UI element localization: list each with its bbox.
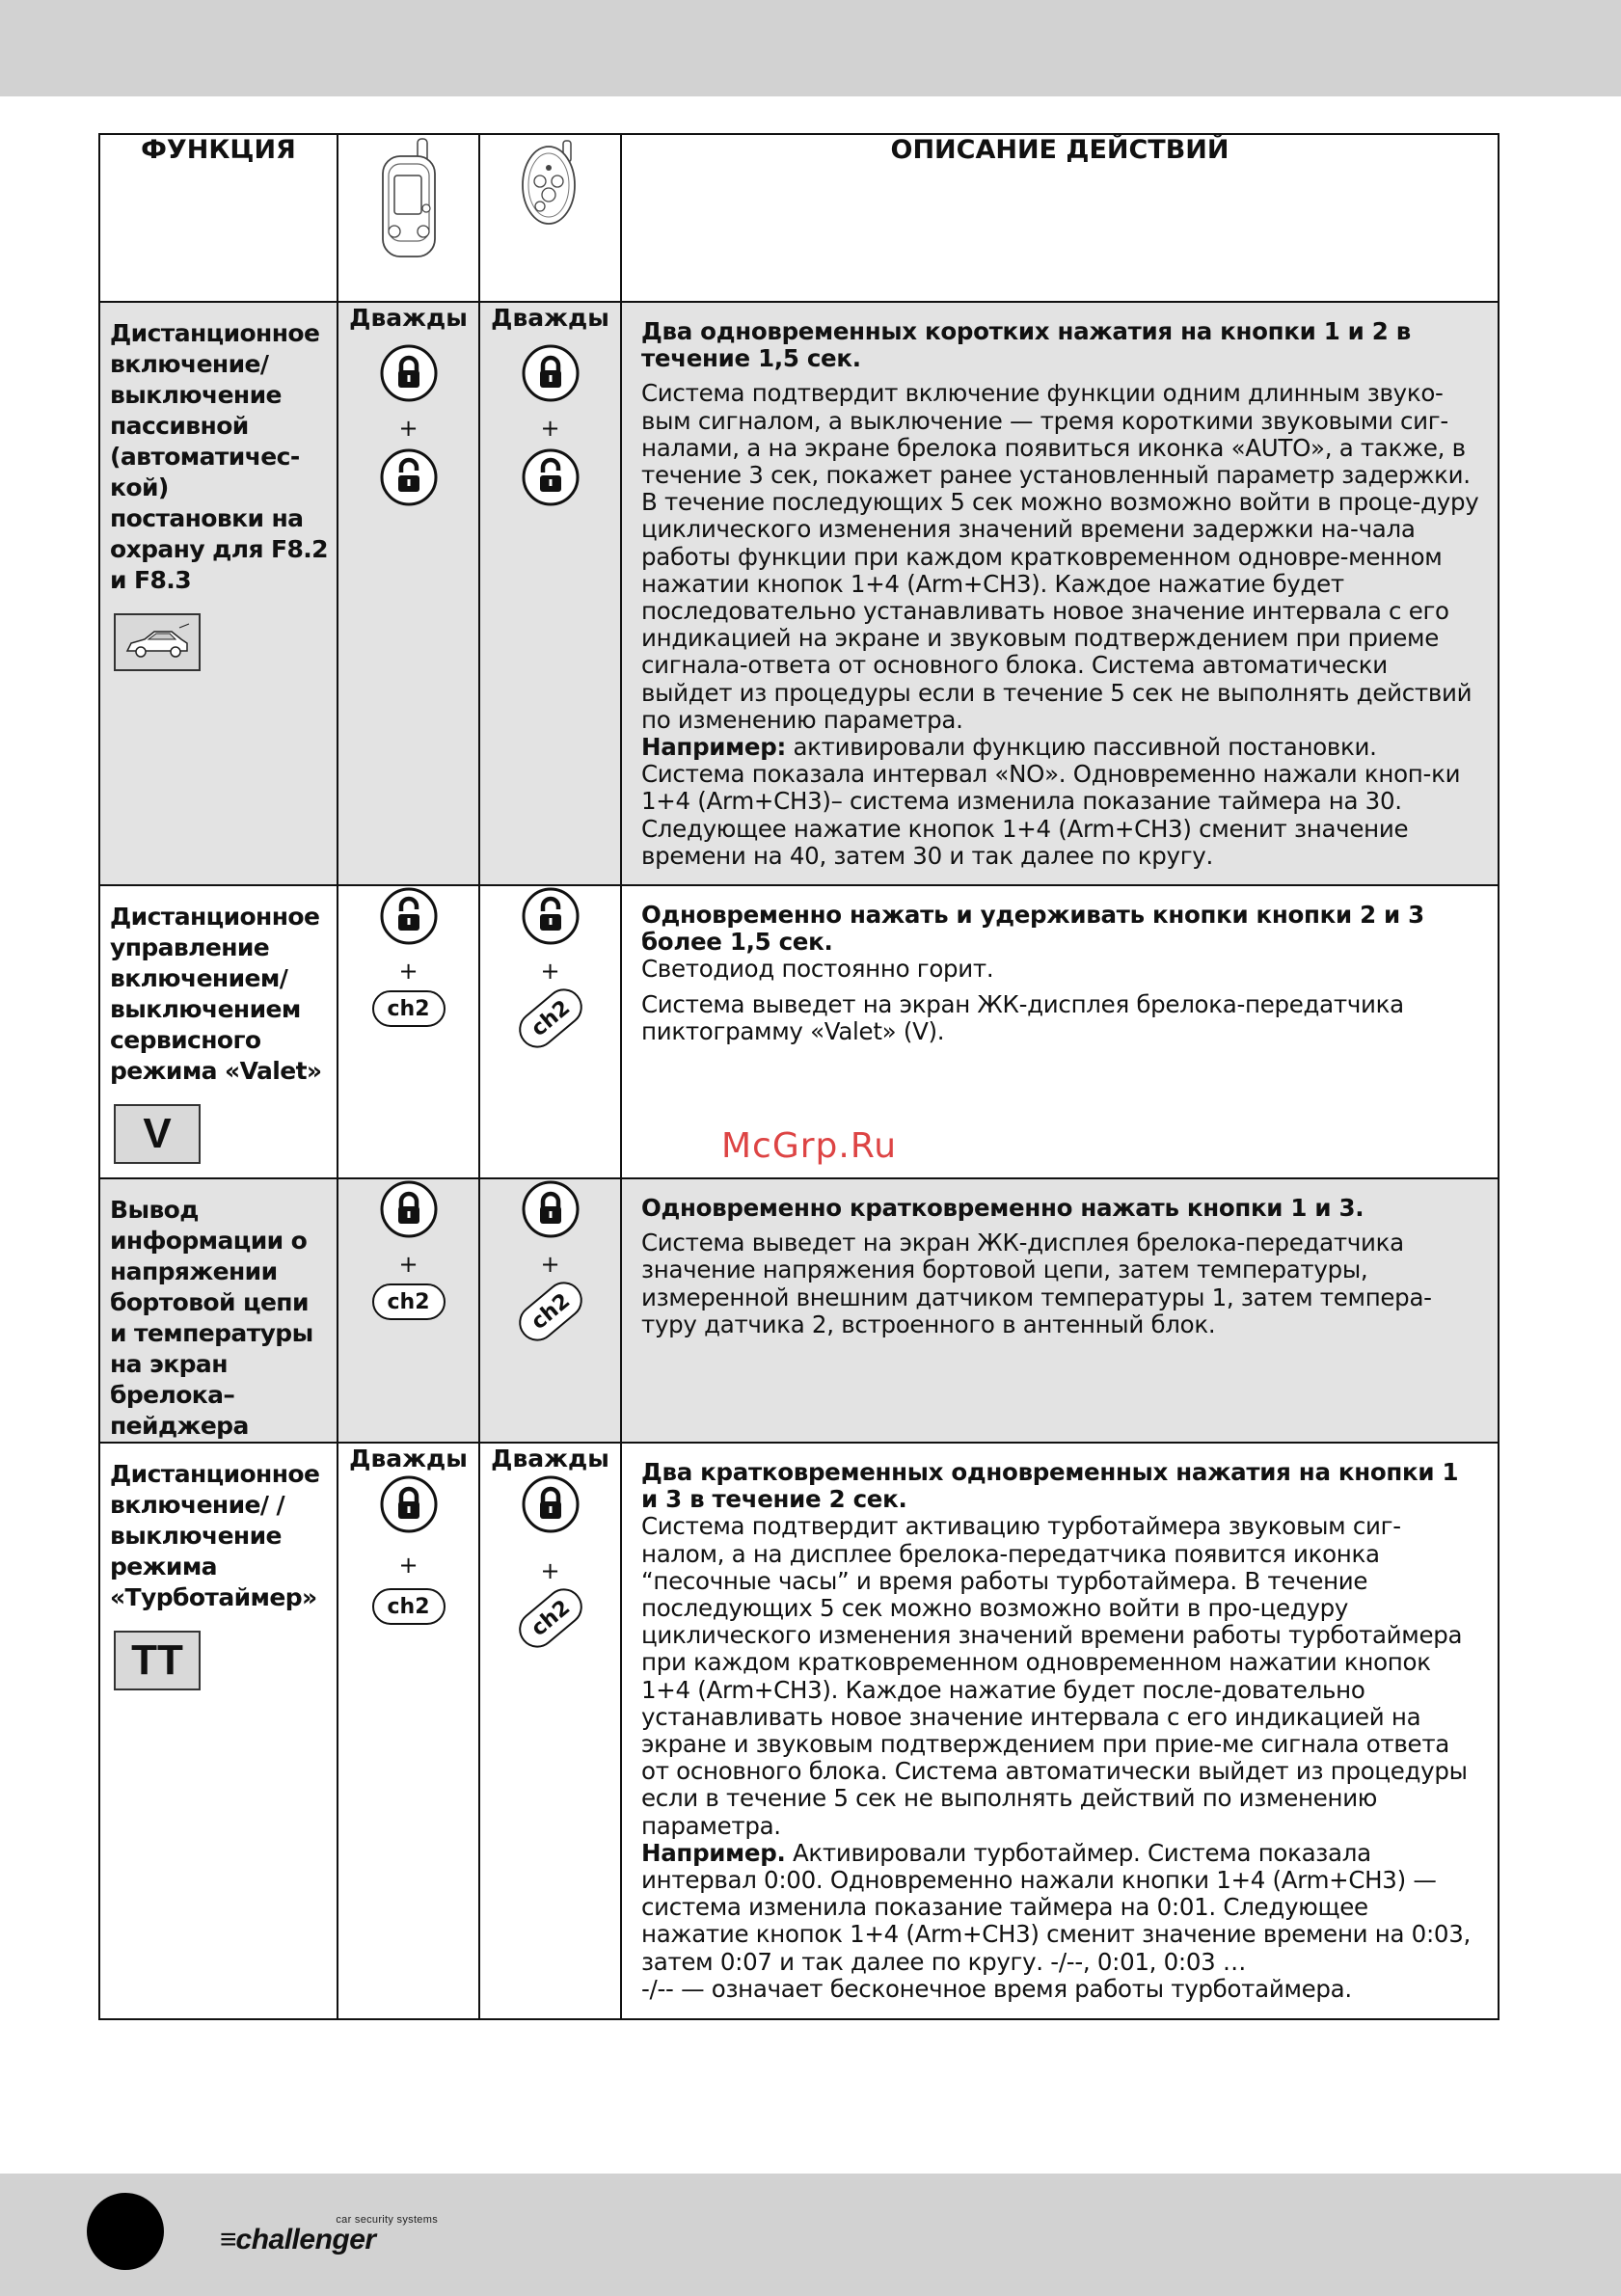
unlock-button-icon	[379, 886, 439, 946]
description-column-header: ОПИСАНИЕ ДЕЙСТВИЙ	[890, 135, 1229, 165]
unlock-button-icon	[521, 886, 581, 946]
lcd-key-fob-icon	[375, 135, 443, 260]
table-row	[99, 1443, 1499, 2019]
lock-button-icon	[379, 1179, 439, 1239]
car-auto-icon	[114, 613, 201, 671]
example-text: Активировали турботаймер. Система показала интервал 0:00. Одновременно нажали кнопки 1+4 (Arm+CH3) — система изменила показание таймера на 0:01. Следующее нажатие кнопок 1+4 (Arm+CH3) сменит значение времени на 0:03, затем 0:07 и так далее по кругу. -/--, 0:01, 0:03 …	[641, 1838, 1471, 1976]
unlock-button-icon	[521, 447, 581, 507]
twice-label: Дважды	[491, 304, 609, 332]
example-text: активировали функцию пассивной постановки. Система показала интервал «NO». Одновременно нажали кноп-ки 1+4 (Arm+CH3)– система изменила показание таймера на 30. Следующее нажатие кнопок 1+4 (Arm+CH3) сменит значение времени на 40, затем 30 и так далее по кругу.	[641, 733, 1461, 870]
example-label: Например:	[641, 733, 786, 762]
ch2-button: ch2	[372, 1283, 446, 1320]
function-name: Дистанционное управление включением/ выключением сервисного режима «Valet»	[110, 903, 322, 1085]
brand-name: challenger	[235, 2224, 376, 2255]
challenger-logo	[220, 2214, 451, 2256]
round-key-fob-icon	[517, 135, 584, 231]
table-row	[99, 1178, 1499, 1443]
action-description: Система подтвердит активацию турботаймера звуковым сиг-налом, а на дисплее брелока-передатчика появится иконка “песочные часы” и время работы турботаймера. В течение последующих 5 сек можно возможно войти в про-цедуру циклического изменения значений времени работы турботаймера при каждом кратковременном одновременном нажатии кнопок 1+4 (Arm+CH3). Каждое нажатие будет после-довательно устанавливать новое значение интервала с его индикацией на экране и звуковым подтверждением при прие-ме сигнала ответа от основного блока. Система автоматически выйдет из процедуры если в течение 5 сек не выполнять действий по изменению параметра.	[641, 1512, 1468, 1840]
ch2-button: ch2	[511, 982, 589, 1056]
action-description: Система подтвердит включение функции одним длинным звуко-вым сигналом, а выключение — тремя короткими звуковыми сиг-налами, а на экране брелока появиться иконка «AUTO», а также, в течение 3 сек, покажет ранее установленный параметр задержки. В течение последующих 5 сек можно возможно войти в проце-дуру циклического изменения значений времени задержки на-чала работы функции при каждом кратковременном одновре-менном нажатии кнопок 1+4 (Arm+CH3). Каждое нажатие будет последовательно устанавливать новое значение интервала с его индикацией на экране и звуковым подтверждением при приеме сигнала-ответа от основного блока. Система автоматически выйдет из процедуры если в течение 5 сек не выполнять действий по изменению параметра.	[641, 379, 1479, 734]
function-name: Дистанционное включение/ выключение пассивной (автоматичес-кой) постановки на охрану для F8.2 и F8.3	[110, 319, 328, 594]
ch2-button: ch2	[511, 1275, 589, 1349]
note-text: -/-- — означает бесконечное время работы турботаймера.	[641, 1974, 1352, 2003]
ch2-button: ch2	[372, 1588, 446, 1625]
brand-tagline: car security systems	[336, 2214, 438, 2226]
valet-icon: V	[114, 1104, 201, 1164]
lock-button-icon	[521, 1474, 581, 1534]
ch2-button: ch2	[511, 1581, 589, 1656]
plus-sign: +	[540, 1557, 560, 1584]
unlock-button-icon	[379, 447, 439, 507]
function-column-header: ФУНКЦИЯ	[141, 135, 296, 165]
lock-button-icon	[379, 343, 439, 403]
action-title: Одновременно нажать и удерживать кнопки кнопки 2 и 3 более 1,5 сек.	[641, 901, 1424, 957]
action-title: Два кратковременных одновременных нажатия на кнопки 1 и 3 в течение 2 сек.	[641, 1458, 1459, 1514]
plus-sign: +	[398, 958, 419, 985]
ch2-button: ch2	[372, 990, 446, 1027]
action-description: Система выведет на экран ЖК-дисплея брелока-передатчика пиктограмму «Valet» (V).	[641, 989, 1404, 1045]
plus-sign: +	[540, 958, 560, 985]
plus-sign: +	[398, 1552, 419, 1579]
top-band	[0, 0, 1621, 96]
plus-sign: +	[398, 1251, 419, 1278]
plus-sign: +	[540, 415, 560, 442]
twice-label: Дважды	[491, 1445, 609, 1472]
function-name: Дистанционное включение/ /выключение режима «Турботаймер»	[110, 1460, 320, 1611]
action-description: Светодиод постоянно горит.	[641, 955, 994, 984]
plus-sign: +	[540, 1251, 560, 1278]
lock-button-icon	[379, 1474, 439, 1534]
twice-label: Дважды	[349, 1445, 468, 1472]
watermark: McGrp.Ru	[721, 1126, 898, 1166]
function-name: Вывод информации о напряжении бортовой цепи и температуры на экран брелока–пейджера	[110, 1196, 313, 1440]
function-table	[98, 133, 1499, 2020]
lock-button-icon	[521, 1179, 581, 1239]
logo-mark-icon: ≡	[220, 2224, 234, 2255]
action-description: Система выведет на экран ЖК-дисплея брелока-передатчика значение напряжения бортовой цепи, затем температуры, измеренной внешним датчиком температуры 1, затем темпера-туру датчика 2, встроенного в антенный блок.	[641, 1229, 1432, 1338]
turbotimer-icon: TT	[114, 1631, 201, 1690]
table-header-row	[99, 134, 1499, 302]
example-label: Например.	[641, 1838, 786, 1867]
table-row	[99, 302, 1499, 885]
plus-sign: +	[398, 415, 419, 442]
page-number-circle	[87, 2193, 164, 2270]
twice-label: Дважды	[349, 304, 468, 332]
lock-button-icon	[521, 343, 581, 403]
action-title: Одновременно кратковременно нажать кнопки 1 и 3.	[641, 1194, 1364, 1222]
action-title: Два одновременных коротких нажатия на кнопки 1 и 2 в течение 1,5 сек.	[641, 317, 1411, 373]
